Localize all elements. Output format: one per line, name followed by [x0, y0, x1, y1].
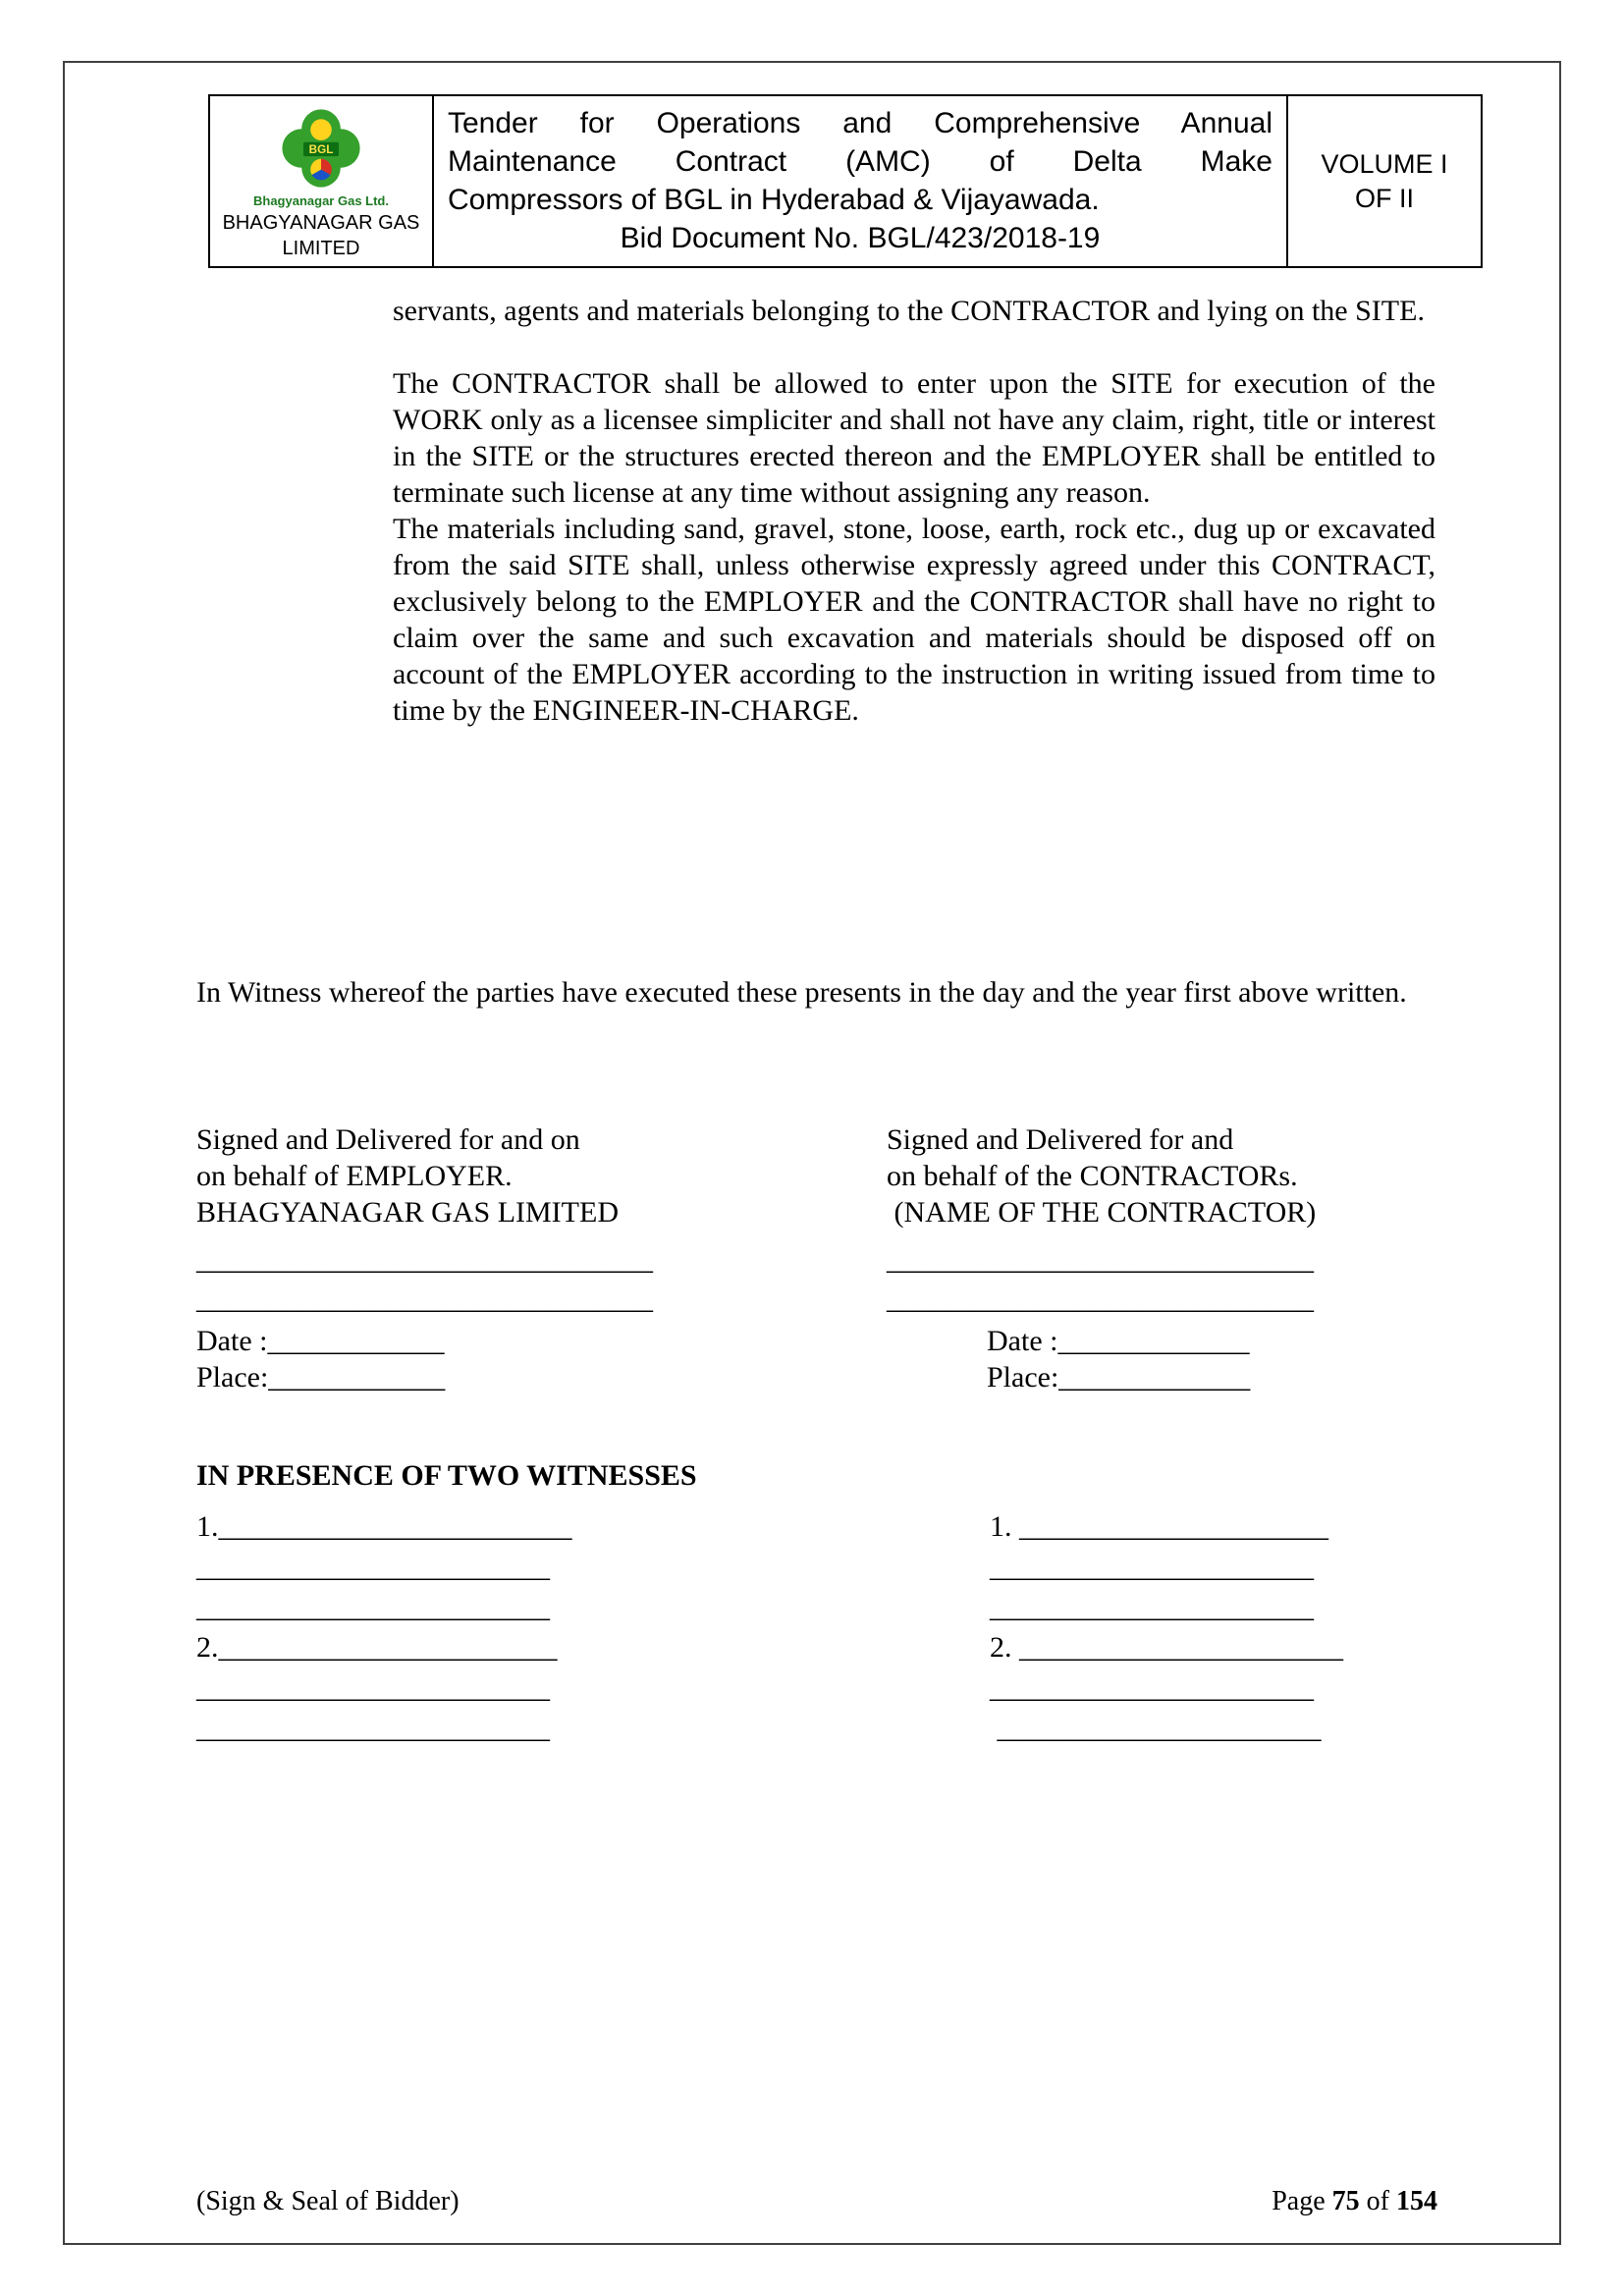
- tender-title-cell: [434, 96, 1286, 266]
- witness-signature-line: ________________________: [196, 1551, 550, 1583]
- witness-signature-line: ________________________: [196, 1591, 550, 1623]
- contractor-sign-text-line: on behalf of the CONTRACTORs.: [887, 1160, 1298, 1192]
- volume-line: VOLUME I: [1321, 148, 1448, 179]
- witness-left-column: [196, 1506, 572, 1748]
- employer-sign-text-line: Signed and Delivered for and on: [196, 1123, 580, 1156]
- sign-seal-note: (Sign & Seal of Bidder): [196, 2186, 460, 2216]
- witness-intro-paragraph: In Witness whereof the parties have executed these presents in the day and the year first above written.: [196, 976, 1407, 1009]
- witness-signature-line: 2._______________________: [196, 1631, 558, 1664]
- org-name-line2: LIMITED: [282, 238, 360, 259]
- employer-date-field: Date :____________: [196, 1325, 445, 1357]
- logo-cell: [210, 96, 434, 266]
- witness-signature-line: ________________________: [196, 1671, 550, 1704]
- witness-signature-line: 1. _____________________: [990, 1510, 1328, 1543]
- org-name-line1: BHAGYANAGAR GAS: [222, 212, 420, 234]
- witness-signature-line: ______________________: [990, 1712, 1322, 1744]
- employer-signature-block: [196, 1121, 825, 1395]
- employer-signature-line: _______________________________: [196, 1283, 653, 1315]
- contractor-signature-line: _____________________________: [887, 1243, 1314, 1276]
- bgl-logo-icon: [277, 104, 365, 192]
- contractor-name-line: (NAME OF THE CONTRACTOR): [887, 1196, 1317, 1229]
- tender-title-line: Maintenance Contract (AMC) of Delta Make: [448, 145, 1272, 178]
- page-number-indicator: [1272, 2186, 1437, 2217]
- clause-paragraphs: [393, 293, 1435, 729]
- tender-title-line: Tender for Operations and Comprehensive Annual: [448, 107, 1272, 139]
- logo-monogram: BGL: [308, 142, 334, 156]
- total-pages: 154: [1396, 2186, 1437, 2216]
- witness-signature-line: 2. ______________________: [990, 1631, 1343, 1664]
- witness-signature-line: ______________________: [990, 1591, 1314, 1623]
- contractor-place-field: Place:_____________: [987, 1361, 1251, 1394]
- tender-title-line: Compressors of BGL in Hyderabad & Vijayawada.: [448, 184, 1100, 216]
- employer-company-name: BHAGYANAGAR GAS LIMITED: [196, 1196, 619, 1229]
- volume-line: OF II: [1355, 183, 1414, 213]
- page-number: 75: [1331, 2186, 1360, 2216]
- page-word: Page: [1272, 2186, 1326, 2216]
- witness-signature-line: ______________________: [990, 1551, 1314, 1583]
- witness-signature-line: ________________________: [196, 1712, 550, 1744]
- witness-right-column: [990, 1506, 1343, 1748]
- contractor-signature-block: [887, 1121, 1515, 1395]
- logo-caption: Bhagyanagar Gas Ltd.: [253, 193, 389, 208]
- witness-signature-line: ______________________: [990, 1671, 1314, 1704]
- clause-paragraph-3: The materials including sand, gravel, stone, loose, earth, rock etc., dug up or excavated from the said SITE shall, unless otherwise expressly agreed under this CONTRACT, exclusively belong to the EMPLOYER and the CONTRACTOR shall have no right to claim over the same and such excavation and materials should be disposed off on account of the EMPLOYER according to the instruction in writing issued from time to time by the ENGINEER-IN-CHARGE.: [393, 513, 1435, 727]
- witness-signature-line: 1.________________________: [196, 1510, 572, 1543]
- volume-cell: [1286, 96, 1481, 266]
- employer-place-field: Place:____________: [196, 1361, 446, 1394]
- contractor-sign-text-line: Signed and Delivered for and: [887, 1123, 1234, 1156]
- bid-document-number: Bid Document No. BGL/423/2018-19: [620, 222, 1101, 254]
- of-word: of: [1366, 2186, 1389, 2216]
- witnesses-heading: IN PRESENCE OF TWO WITNESSES: [196, 1459, 697, 1492]
- clause-paragraph-1: servants, agents and materials belonging to the CONTRACTOR and lying on the SITE.: [393, 295, 1425, 327]
- employer-signature-line: _______________________________: [196, 1243, 653, 1276]
- clause-paragraph-2: The CONTRACTOR shall be allowed to enter upon the SITE for execution of the WORK only as a licensee simpliciter and shall not have any claim, right, title or interest in the SITE or the structures erected thereon and the EMPLOYER shall be entitled to terminate such license at any time without assigning any reason.: [393, 367, 1435, 509]
- document-header-table: [208, 94, 1483, 268]
- contractor-date-field: Date :_____________: [987, 1325, 1250, 1357]
- contractor-signature-line: _____________________________: [887, 1283, 1314, 1315]
- employer-sign-text-line: on behalf of EMPLOYER.: [196, 1160, 513, 1192]
